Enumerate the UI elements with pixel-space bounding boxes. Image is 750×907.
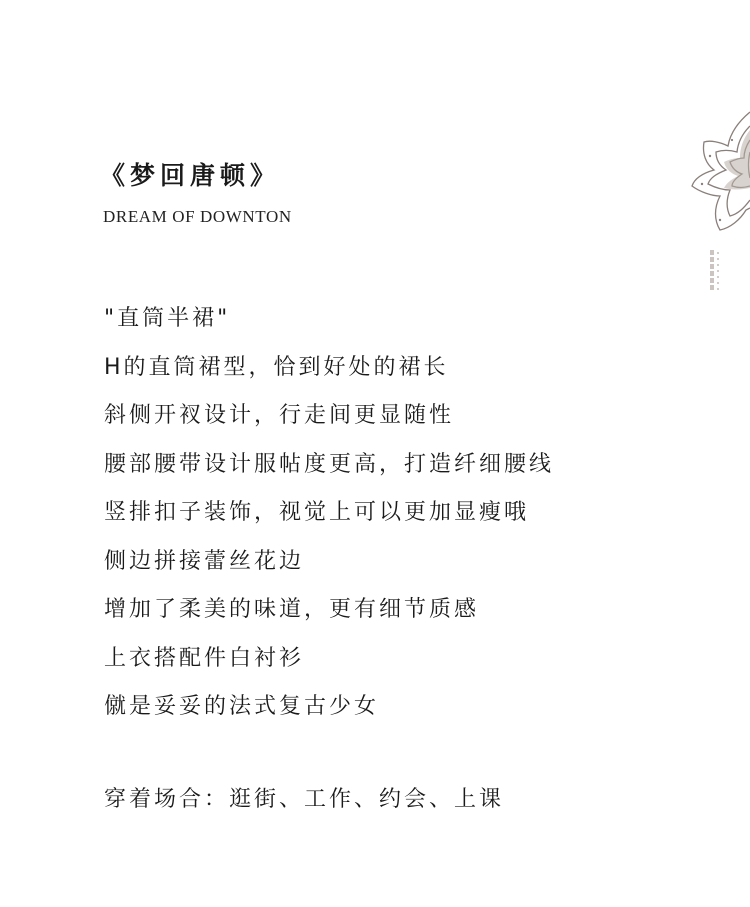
description-line: 竖排扣子装饰，视觉上可以更加显瘦哦: [104, 500, 530, 525]
description-line: "直筒半裙": [104, 306, 231, 331]
description-line: 腰部腰带设计服帖度更高，打造纤细腰线: [104, 451, 555, 477]
description-line: 侧边拼接蕾丝花边: [104, 548, 305, 574]
page-title: 《梦回唐顿》: [100, 161, 281, 190]
description-line: 斜侧开衩设计，行走间更显随性: [104, 403, 455, 428]
vertical-seal-text-icon: [708, 248, 722, 302]
occasion-text: 穿着场合：逛街、工作、约会、上课: [104, 787, 505, 812]
description-list: [104, 304, 554, 741]
description-line: 上衣搭配件白衬衫: [104, 645, 305, 671]
description-line: H的直筒裙型，恰到好处的裙长: [104, 354, 449, 380]
mandala-flower-icon: [690, 100, 750, 250]
description-line: 增加了柔美的味道，更有细节质感: [104, 597, 480, 622]
page-subtitle: DREAM OF DOWNTON: [103, 207, 292, 226]
description-line: 僦是妥妥的法式复古少女: [104, 694, 380, 719]
